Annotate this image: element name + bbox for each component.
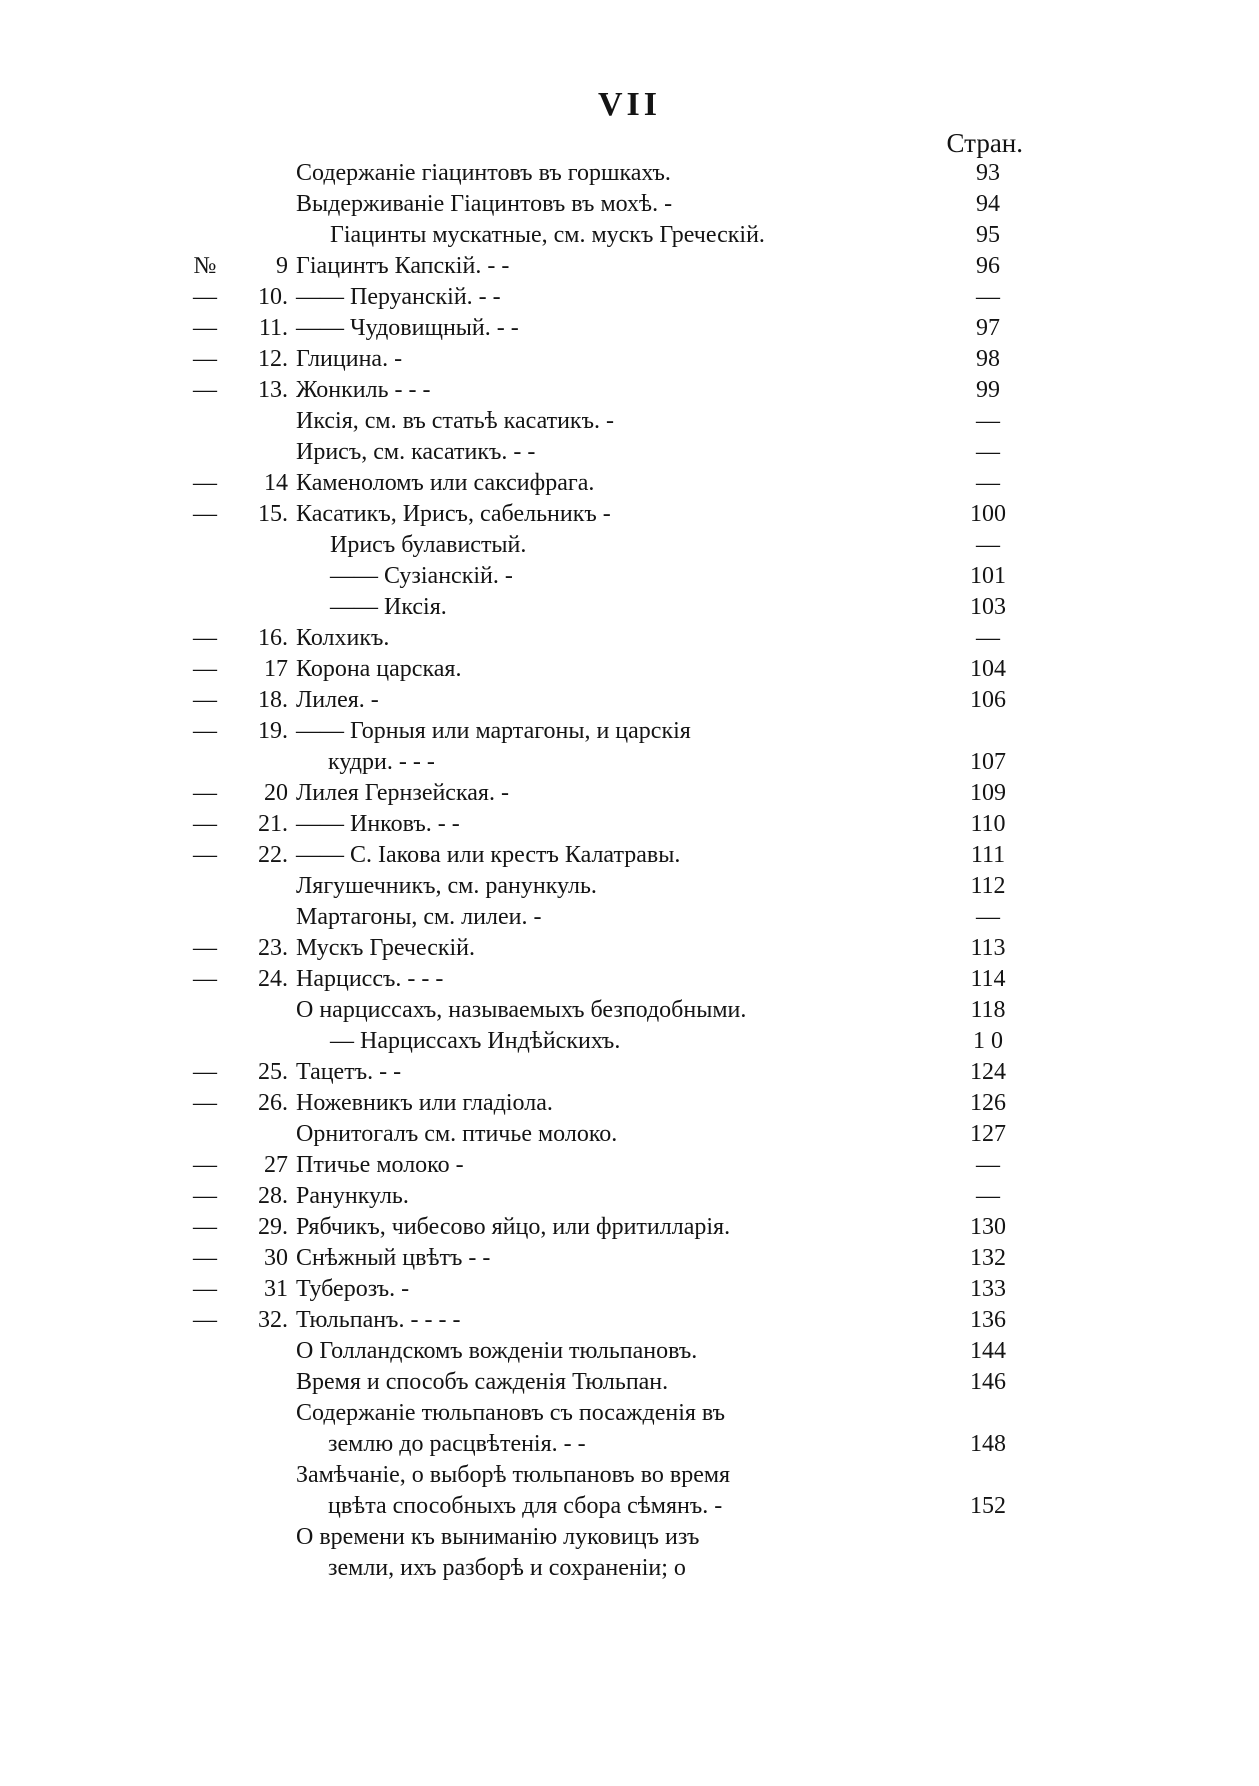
entry-title: Туберозъ. -	[296, 1276, 410, 1302]
entry-title: Содержаніе гіацинтовъ въ горшкахъ.	[296, 160, 671, 186]
entry-page: —	[976, 532, 1000, 558]
entry-page: 144	[970, 1338, 1006, 1364]
entry-title: Мартагоны, см. лилеи. -	[296, 904, 542, 930]
toc-entry	[0, 840, 1259, 871]
entry-number: 11.	[258, 315, 288, 341]
entry-title: Мускъ Греческій.	[296, 935, 476, 961]
entry-number: 26.	[258, 1090, 288, 1116]
entry-title: Гіацинты мускатные, см. мускъ Греческій.	[330, 222, 765, 248]
entry-title: Ирисъ булавистый.	[330, 532, 527, 558]
entry-mark: —	[193, 1307, 217, 1333]
toc-entry	[0, 1367, 1259, 1398]
entry-title: Нарциссъ. - - -	[296, 966, 444, 992]
entry-page: 126	[970, 1090, 1006, 1116]
entry-title: Содержаніе тюльпановъ съ посажденія въ	[296, 1400, 726, 1426]
entry-page: 103	[970, 594, 1006, 620]
entry-number: 22.	[258, 842, 288, 868]
table-of-contents	[0, 158, 1259, 1584]
entry-number: 19.	[258, 718, 288, 744]
entry-title: Птичье молоко -	[296, 1152, 464, 1178]
entry-title: Лилея Гернзейская. -	[296, 780, 509, 806]
entry-page: 132	[970, 1245, 1006, 1271]
entry-mark: №	[193, 253, 217, 279]
toc-entry	[0, 1274, 1259, 1305]
entry-mark: —	[193, 470, 217, 496]
entry-title: Гіацинтъ Капскій. - -	[296, 253, 510, 279]
toc-entry	[0, 406, 1259, 437]
toc-entry	[0, 251, 1259, 282]
entry-number: 23.	[258, 935, 288, 961]
entry-page: —	[976, 625, 1000, 651]
entry-number: 28.	[258, 1183, 288, 1209]
entry-title: Ирисъ, см. касатикъ. - -	[296, 439, 536, 465]
entry-number: 15.	[258, 501, 288, 527]
page-column-label: Стран.	[946, 128, 1023, 158]
entry-title: —— Чудовищный. - -	[296, 315, 519, 341]
entry-page: —	[976, 284, 1000, 310]
entry-page: 114	[970, 966, 1006, 992]
entry-mark: —	[193, 1276, 217, 1302]
toc-entry	[0, 685, 1259, 716]
entry-number: 25.	[258, 1059, 288, 1085]
entry-title: Рябчикъ, чибесово яйцо, или фритилларія.	[296, 1214, 731, 1240]
entry-mark: —	[193, 1152, 217, 1178]
entry-page: 152	[970, 1493, 1006, 1519]
entry-title: О Голландскомъ вожденіи тюльпановъ.	[296, 1338, 698, 1364]
entry-page: 107	[970, 749, 1006, 775]
entry-page: 130	[970, 1214, 1006, 1240]
toc-entry	[0, 220, 1259, 251]
entry-mark: —	[193, 1183, 217, 1209]
entry-number: 31	[264, 1276, 288, 1302]
entry-mark: —	[193, 718, 217, 744]
entry-number: 13.	[258, 377, 288, 403]
entry-mark: —	[193, 966, 217, 992]
toc-entry	[0, 1119, 1259, 1150]
entry-page: 124	[970, 1059, 1006, 1085]
toc-entry	[0, 1460, 1259, 1491]
entry-title: кудри. - - -	[328, 749, 435, 775]
entry-title: Время и способъ сажденія Тюльпан.	[296, 1369, 669, 1395]
roman-page-number: VII	[597, 86, 662, 123]
entry-page: 99	[976, 377, 1000, 403]
entry-mark: —	[193, 687, 217, 713]
entry-page: 146	[970, 1369, 1006, 1395]
toc-entry	[0, 1553, 1259, 1584]
toc-entry	[0, 1336, 1259, 1367]
entry-page: 136	[970, 1307, 1006, 1333]
entry-number: 29.	[258, 1214, 288, 1240]
entry-title: О времени къ выниманію луковицъ изъ	[296, 1524, 700, 1550]
entry-page: 127	[970, 1121, 1006, 1147]
entry-page: 1 0	[973, 1028, 1003, 1054]
entry-mark: —	[193, 935, 217, 961]
entry-title: Иксія, см. въ статьѣ касатикъ. -	[296, 408, 614, 434]
toc-entry	[0, 1243, 1259, 1274]
toc-entry	[0, 1305, 1259, 1336]
entry-title: Корона царская.	[296, 656, 462, 682]
toc-entry	[0, 1491, 1259, 1522]
entry-title: Выдерживаніе Гіацинтовъ въ мохѣ. -	[296, 191, 673, 217]
toc-entry	[0, 282, 1259, 313]
entry-mark: —	[193, 656, 217, 682]
toc-entry	[0, 964, 1259, 995]
entry-page: —	[976, 439, 1000, 465]
entry-number: 21.	[258, 811, 288, 837]
entry-mark: —	[193, 346, 217, 372]
entry-title: землю до расцвѣтенія. - -	[328, 1431, 586, 1457]
entry-title: Тюльпанъ. - - - -	[296, 1307, 461, 1333]
entry-title: Колхикъ.	[296, 625, 390, 651]
toc-entry	[0, 344, 1259, 375]
entry-page: 101	[970, 563, 1006, 589]
entry-page: 106	[970, 687, 1006, 713]
entry-mark: —	[193, 1214, 217, 1240]
toc-entry	[0, 747, 1259, 778]
entry-title: Глицина. -	[296, 346, 403, 372]
toc-entry	[0, 778, 1259, 809]
entry-page: 118	[970, 997, 1006, 1023]
entry-mark: —	[193, 625, 217, 651]
toc-entry	[0, 623, 1259, 654]
entry-mark: —	[193, 315, 217, 341]
entry-title: Ножевникъ или гладіола.	[296, 1090, 553, 1116]
entry-page: 112	[970, 873, 1006, 899]
entry-number: 17	[264, 656, 288, 682]
entry-title: Каменоломъ или саксифрага.	[296, 470, 595, 496]
entry-number: 32.	[258, 1307, 288, 1333]
entry-title: Касатикъ, Ирисъ, сабельникъ -	[296, 501, 611, 527]
toc-entry	[0, 1181, 1259, 1212]
entry-number: 27	[264, 1152, 288, 1178]
entry-number: 30	[264, 1245, 288, 1271]
toc-entry	[0, 809, 1259, 840]
entry-page: —	[976, 1152, 1000, 1178]
toc-entry	[0, 1057, 1259, 1088]
entry-page: 94	[976, 191, 1000, 217]
toc-entry	[0, 561, 1259, 592]
entry-page: 113	[970, 935, 1006, 961]
entry-number: 9	[276, 253, 288, 279]
toc-entry	[0, 1398, 1259, 1429]
entry-page: 104	[970, 656, 1006, 682]
entry-page: 148	[970, 1431, 1006, 1457]
toc-entry	[0, 1150, 1259, 1181]
entry-title: О нарциссахъ, называемыхъ безподобными.	[296, 997, 747, 1023]
entry-number: 20	[264, 780, 288, 806]
entry-number: 14	[264, 470, 288, 496]
entry-title: —— Сузіанскій. -	[330, 563, 513, 589]
toc-entry	[0, 902, 1259, 933]
toc-entry	[0, 1429, 1259, 1460]
entry-title: Замѣчаніе, о выборѣ тюльпановъ во время	[296, 1462, 731, 1488]
entry-number: 24.	[258, 966, 288, 992]
toc-entry	[0, 1212, 1259, 1243]
entry-title: цвѣта способныхъ для сбора сѣмянъ. -	[328, 1493, 723, 1519]
toc-entry	[0, 189, 1259, 220]
toc-entry	[0, 530, 1259, 561]
entry-title: Орнитогалъ см. птичье молоко.	[296, 1121, 618, 1147]
entry-mark: —	[193, 1090, 217, 1116]
toc-entry	[0, 437, 1259, 468]
entry-title: —— Иксія.	[330, 594, 447, 620]
toc-entry	[0, 158, 1259, 189]
entry-page: 95	[976, 222, 1000, 248]
entry-page: 97	[976, 315, 1000, 341]
toc-entry	[0, 654, 1259, 685]
entry-title: —— С. Іакова или крестъ Калатравы.	[296, 842, 681, 868]
entry-number: 12.	[258, 346, 288, 372]
entry-page: 109	[970, 780, 1006, 806]
entry-mark: —	[193, 842, 217, 868]
entry-title: Ранункуль.	[296, 1183, 409, 1209]
entry-title: — Нарциссахъ Индѣйскихъ.	[330, 1028, 621, 1054]
entry-title: —— Горныя или мартагоны, и царскія	[296, 718, 691, 744]
toc-entry	[0, 592, 1259, 623]
entry-title: —— Инковъ. - -	[296, 811, 460, 837]
entry-mark: —	[193, 1245, 217, 1271]
entry-page: —	[976, 470, 1000, 496]
entry-title: Лилея. -	[296, 687, 379, 713]
entry-title: земли, ихъ разборѣ и сохраненіи; о	[328, 1555, 686, 1581]
entry-page: —	[976, 408, 1000, 434]
entry-number: 18.	[258, 687, 288, 713]
entry-title: Жонкиль - - -	[296, 377, 431, 403]
toc-entry	[0, 375, 1259, 406]
toc-entry	[0, 1026, 1259, 1057]
entry-page: —	[976, 904, 1000, 930]
entry-page: 93	[976, 160, 1000, 186]
entry-mark: —	[193, 284, 217, 310]
entry-title: Лягушечникъ, см. ранункуль.	[296, 873, 597, 899]
toc-entry	[0, 499, 1259, 530]
entry-mark: —	[193, 1059, 217, 1085]
toc-entry	[0, 871, 1259, 902]
toc-entry	[0, 468, 1259, 499]
entry-page: 96	[976, 253, 1000, 279]
entry-title: —— Перуанскій. - -	[296, 284, 501, 310]
toc-entry	[0, 1522, 1259, 1553]
entry-page: 133	[970, 1276, 1006, 1302]
toc-entry	[0, 1088, 1259, 1119]
entry-mark: —	[193, 377, 217, 403]
entry-number: 10.	[258, 284, 288, 310]
toc-entry	[0, 933, 1259, 964]
entry-mark: —	[193, 501, 217, 527]
entry-title: Тацетъ. - -	[296, 1059, 402, 1085]
toc-entry	[0, 716, 1259, 747]
entry-page: —	[976, 1183, 1000, 1209]
entry-mark: —	[193, 780, 217, 806]
entry-page: 110	[970, 811, 1006, 837]
entry-title: Снѣжный цвѣтъ - -	[296, 1245, 491, 1271]
entry-page: 100	[970, 501, 1006, 527]
entry-mark: —	[193, 811, 217, 837]
toc-entry	[0, 313, 1259, 344]
entry-page: 111	[970, 842, 1006, 868]
entry-page: 98	[976, 346, 1000, 372]
entry-number: 16.	[258, 625, 288, 651]
toc-entry	[0, 995, 1259, 1026]
